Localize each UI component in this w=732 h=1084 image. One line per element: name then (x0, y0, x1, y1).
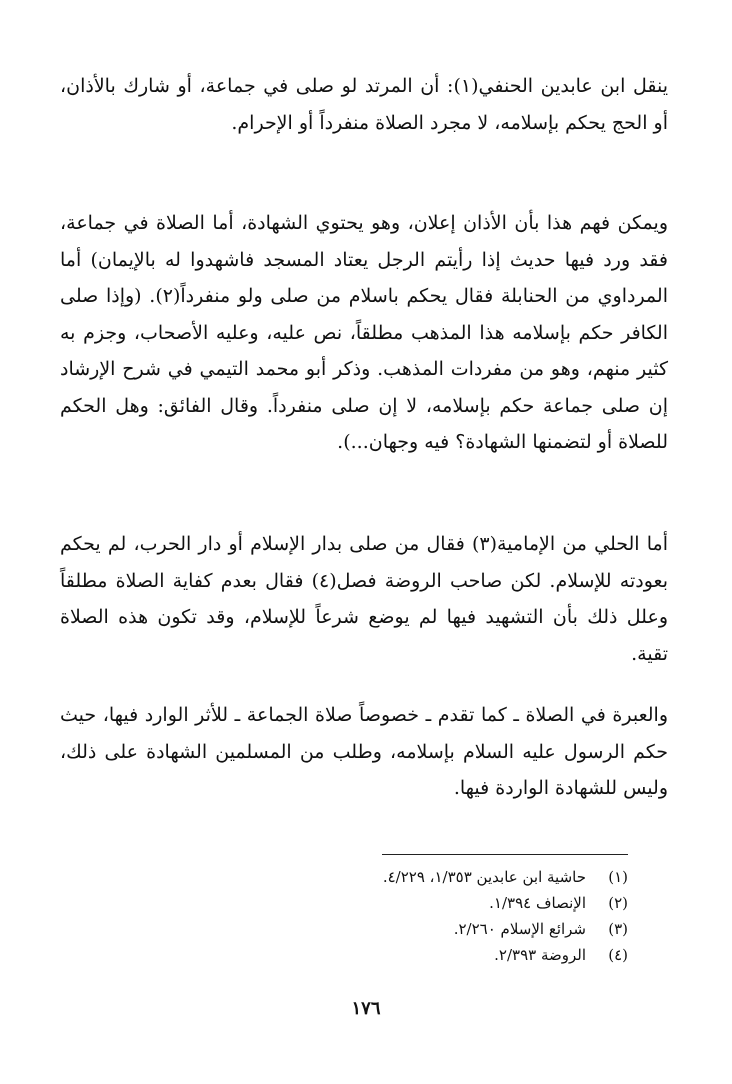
footnote-item (68, 890, 628, 916)
body-paragraph-1: ينقل ابن عابدين الحنفي(١): أن المرتد لو صلى في جماعة، أو شارك بالأذان، أو الحج يحكم بإسلامه، لا مجرد الصلاة منفرداً أو الإحرام. (60, 75, 668, 134)
footnote-number: (٢) (608, 894, 628, 912)
body-paragraph-3: أما الحلي من الإمامية(٣) فقال من صلى بدار الإسلام أو دار الحرب، لم يحكم بعودته للإسلام. لكن صاحب الروضة فصل(٤) فقال بعدم كفاية الصلاة مطلقاً وعلل ذلك بأن التشهيد فيها لم يوضع شرعاً للإسلام، وقد تكون هذه الصلاة تقية. (60, 533, 668, 665)
body-paragraph-4: والعبرة في الصلاة ـ كما تقدم ـ خصوصاً صلاة الجماعة ـ للأثر الوارد فيها، حيث حكم الرسول عليه السلام بإسلامه، وطلب من المسلمين الشهادة على ذلك، وليس للشهادة الواردة فيها. (60, 704, 668, 799)
footnotes-list (68, 864, 628, 968)
body-paragraph-2: ويمكن فهم هذا بأن الأذان إعلان، وهو يحتوي الشهادة، أما الصلاة في جماعة، فقد ورد فيها حديث إذا رأيتم الرجل يعتاد المسجد فاشهدوا له بالإيمان) أما المرداوي من الحنابلة فقال يحكم باسلام من صلى ولو منفرداً(٢). (وإذا صلى الكافر حكم بإسلامه هذا المذهب مطلقاً، نص عليه، وعليه الأصحاب، وجزم به كثير منهم، وهو من مفردات المذهب. وذكر أبو محمد التيمي في شرح الإرشاد إن صلى جماعة حكم بإسلامه، لا إن صلى منفرداً. وقال الفائق: وهل الحكم للصلاة أو لتضمنها الشهادة؟ فيه وجهان...). (60, 212, 668, 453)
footnote-text: الإنصاف ١/٣٩٤. (489, 894, 586, 912)
footnote-divider (382, 854, 628, 855)
footnote-text: حاشية ابن عابدين ١/٣٥٣، ٤/٢٢٩. (382, 868, 586, 886)
footnote-text: شرائع الإسلام ٢/٢٦٠. (453, 920, 586, 938)
footnote-item (68, 864, 628, 890)
page-number: ١٧٦ (351, 998, 381, 1019)
footnote-item (68, 942, 628, 968)
footnote-number: (٣) (608, 920, 628, 938)
footnote-text: الروضة ٢/٣٩٣. (494, 946, 586, 964)
footnote-number: (٤) (608, 946, 628, 964)
footnote-number: (١) (608, 868, 628, 886)
footnote-item (68, 916, 628, 942)
